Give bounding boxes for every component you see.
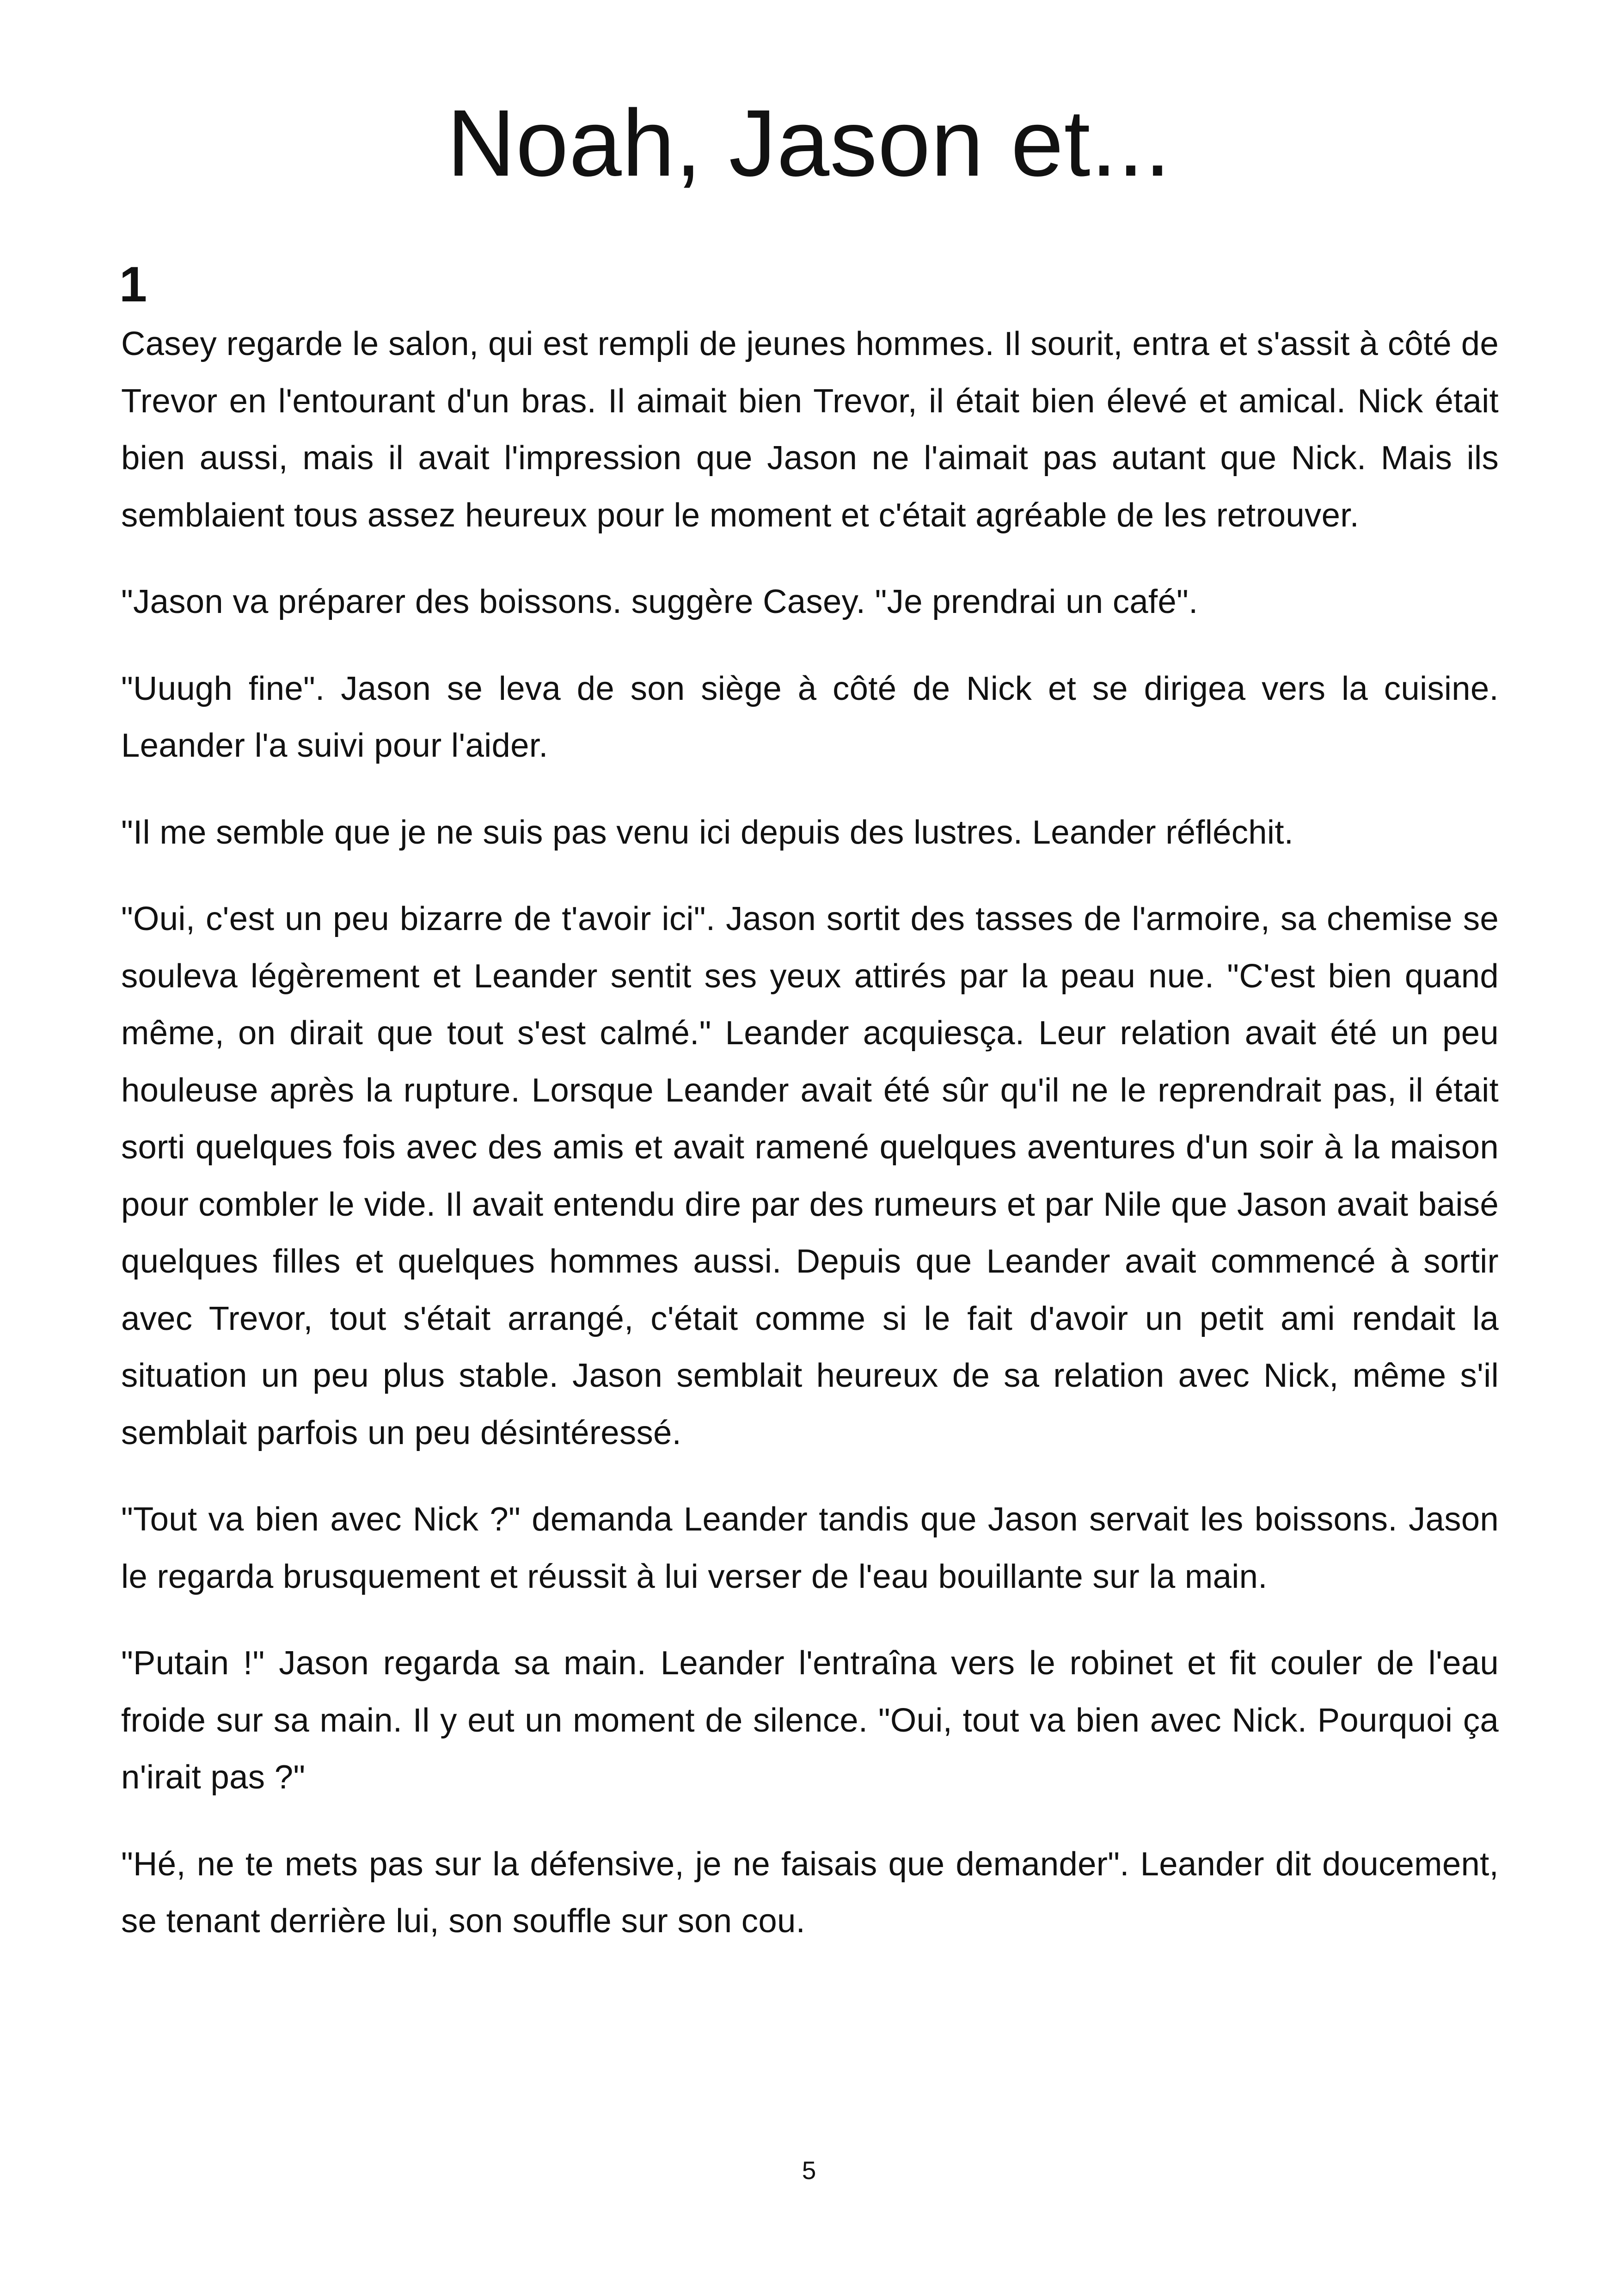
- paragraph: "Hé, ne te mets pas sur la défensive, je ne faisais que demander". Leander dit doucement, se tenant derrière lui, son souffle sur son cou.: [121, 1845, 1499, 1940]
- paragraph: Casey regarde le salon, qui est rempli de jeunes hommes. Il sourit, entra et s'assit à côté de Trevor en l'entourant d'un bras. Il aimait bien Trevor, il était bien élevé et amical. Nick était bien aussi, mais il avait l'impression que Jason ne l'aimait pas autant que Nick. Mais ils semblaient tous assez heureux pour le moment et c'était agréable de les retrouver.: [121, 325, 1499, 534]
- paragraph: "Tout va bien avec Nick ?" demanda Leander tandis que Jason servait les boissons. Jason le regarda brusquement et réussit à lui verser de l'eau bouillante sur la main.: [121, 1500, 1499, 1595]
- paragraph: "Putain !" Jason regarda sa main. Leander l'entraîna vers le robinet et fit couler de l'eau froide sur sa main. Il y eut un moment de silence. "Oui, tout va bien avec Nick. Pourquoi ça n'irait pas ?": [121, 1644, 1499, 1796]
- paragraph: "Jason va préparer des boissons. suggère Casey. "Je prendrai un café".: [121, 583, 1198, 620]
- paragraph: "Il me semble que je ne suis pas venu ici depuis des lustres. Leander réfléchit.: [121, 813, 1294, 851]
- body-text: [121, 315, 1499, 1979]
- paragraph: "Uuugh fine". Jason se leva de son siège à côté de Nick et se dirigea vers la cuisine. Leander l'a suivi pour l'aider.: [121, 669, 1499, 764]
- page-title: Noah, Jason et...: [447, 90, 1171, 196]
- page-number: 5: [802, 2156, 816, 2185]
- chapter-number: 1: [119, 256, 147, 312]
- paragraph: "Oui, c'est un peu bizarre de t'avoir ici". Jason sortit des tasses de l'armoire, sa chemise se souleva légèrement et Leander sentit ses yeux attirés par la peau nue. "C'est bien quand même, on dirait que tout s'est calmé." Leander acquiesça. Leur relation avait été un peu houleuse après la rupture. Lorsque Leander avait été sûr qu'il ne le reprendrait pas, il était sorti quelques fois avec des amis et avait ramené quelques aventures d'un soir à la maison pour combler le vide. Il avait entendu dire par des rumeurs et par Nile que Jason avait baisé quelques filles et quelques hommes aussi. Depuis que Leander avait commencé à sortir avec Trevor, tout s'était arrangé, c'était comme si le fait d'avoir un petit ami rendait la situation un peu plus stable. Jason semblait heureux de sa relation avec Nick, même s'il semblait parfois un peu désintéressé.: [121, 900, 1499, 1451]
